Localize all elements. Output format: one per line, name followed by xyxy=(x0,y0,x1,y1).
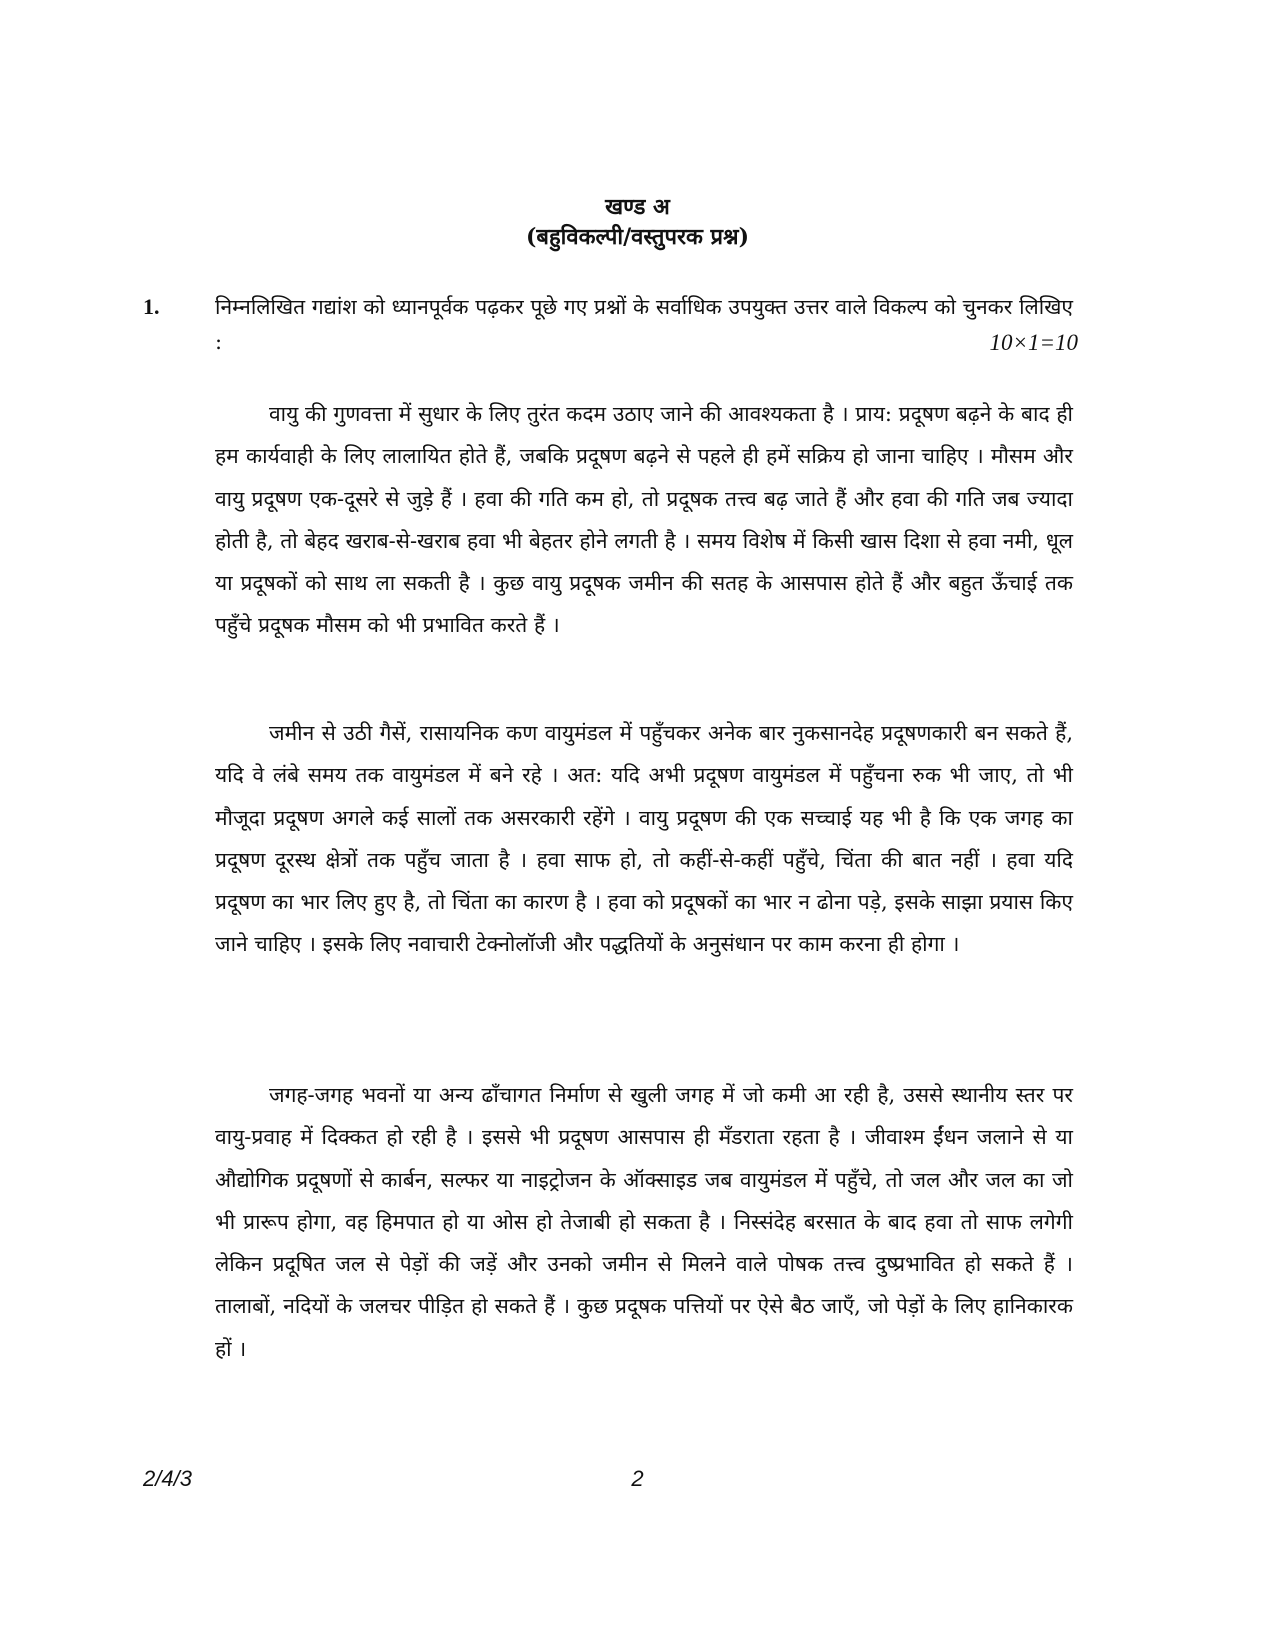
passage-paragraph-2: जमीन से उठी गैसें, रासायनिक कण वायुमंडल में पहुँचकर अनेक बार नुकसानदेह प्रदूषणकारी बन सकते हैं, यदि वे लंबे समय तक वायुमंडल में बने रहे । अत: यदि अभी प्रदूषण वायुमंडल में पहुँचना रुक भी जाए, तो भी मौजूदा प्रदूषण अगले कई सालों तक असरकारी रहेंगे । वायु प्रदूषण की एक सच्चाई यह भी है कि एक जगह का प्रदूषण दूरस्थ क्षेत्रों तक पहुँच जाता है । हवा साफ हो, तो कहीं-से-कहीं पहुँचे, चिंता की बात नहीं । हवा यदि प्रदूषण का भार लिए हुए है, तो चिंता का कारण है । हवा को प्रदूषकों का भार न ढोना पड़े, इसके साझा प्रयास किए जाने चाहिए । इसके लिए नवाचारी टेक्नोलॉजी और पद्धतियों के अनुसंधान पर काम करना ही होगा । xyxy=(215,721,1073,957)
passage-paragraph-1: वायु की गुणवत्ता में सुधार के लिए तुरंत कदम उठाए जाने की आवश्यकता है । प्राय: प्रदूषण बढ़ने के बाद ही हम कार्यवाही के लिए लालायित होते हैं, जबकि प्रदूषण बढ़ने से पहले ही हमें सक्रिय हो जाना चाहिए । मौसम और वायु प्रदूषण एक-दूसरे से जुड़े हैं । हवा की गति कम हो, तो प्रदूषक तत्त्व बढ़ जाते हैं और हवा की गति जब ज्यादा होती है, तो बेहद खराब-से-खराब हवा भी बेहतर होने लगती है । समय विशेष में किसी खास दिशा से हवा नमी, धूल या प्रदूषकों को साथ ला सकती है । कुछ वायु प्रदूषक जमीन की सतह के आसपास होते हैं और बहुत ऊँचाई तक पहुँचे प्रदूषक मौसम को भी प्रभावित करते हैं । xyxy=(215,402,1073,638)
question-marks: 10×1=10 xyxy=(989,330,1078,355)
paper-code: 2/4/3 xyxy=(143,1466,192,1491)
section-subtitle: (बहुविकल्पी/वस्तुपरक प्रश्न) xyxy=(525,224,749,250)
passage-paragraph-3: जगह-जगह भवनों या अन्य ढाँचागत निर्माण से खुली जगह में जो कमी आ रही है, उससे स्थानीय स्तर पर वायु-प्रवाह में दिक्कत हो रही है । इससे भी प्रदूषण आसपास ही मँडराता रहता है । जीवाश्म ईंधन जलाने से या औद्योगिक प्रदूषणों से कार्बन, सल्फर या नाइट्रोजन के ऑक्साइड जब वायुमंडल में पहुँचे, तो जल और जल का जो भी प्रारूप होगा, वह हिमपात हो या ओस हो तेजाबी हो सकता है । निस्संदेह बरसात के बाद हवा तो साफ लगेगी लेकिन प्रदूषित जल से पेड़ों की जड़ें और उनको जमीन से मिलने वाले पोषक तत्त्व दुष्प्रभावित हो सकते हैं । तालाबों, नदियों के जलचर पीड़ित हो सकते हैं । कुछ प्रदूषक पत्तियों पर ऐसे बैठ जाएँ, जो पेड़ों के लिए हानिकारक हों । xyxy=(215,1083,1073,1361)
question-instruction: निम्नलिखित गद्यांश को ध्यानपूर्वक पढ़कर पूछे गए प्रश्नों के सर्वाधिक उपयुक्त उत्तर वाले विकल्प को चुनकर लिखिए : xyxy=(215,295,1073,354)
section-title: खण्ड अ xyxy=(605,194,670,220)
question-number: 1. xyxy=(143,294,160,319)
page-number: 2 xyxy=(631,1466,644,1491)
